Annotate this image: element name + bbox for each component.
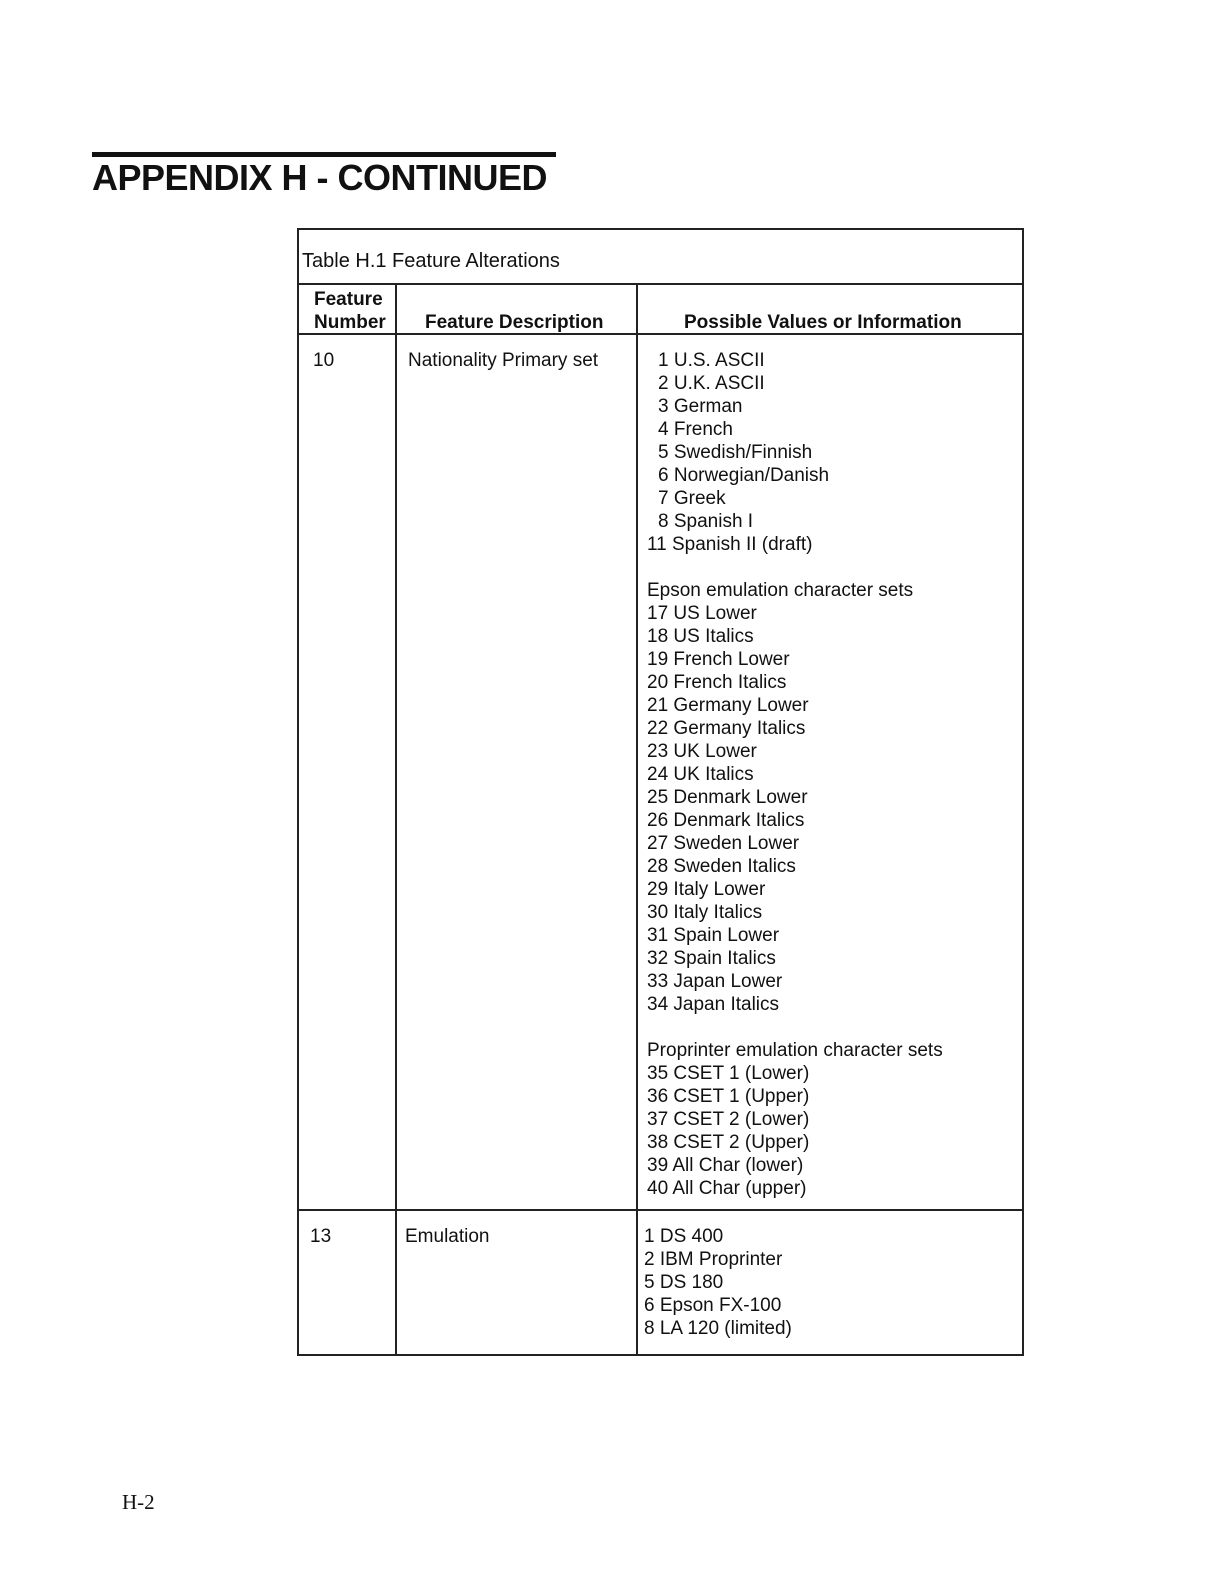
list-item: 28 Sweden Italics: [647, 856, 796, 877]
list-item: 17 US Lower: [647, 603, 757, 624]
list-item: 20 French Italics: [647, 672, 787, 693]
list-item: 40 All Char (upper): [647, 1178, 807, 1199]
header-feature-label: Feature: [314, 289, 383, 310]
caption-divider: [299, 283, 1022, 285]
list-item: 6 Epson FX-100: [644, 1295, 782, 1316]
list-item: 25 Denmark Lower: [647, 787, 808, 808]
list-item: 7 Greek: [658, 488, 726, 509]
list-item: 32 Spain Italics: [647, 948, 776, 969]
list-item: 37 CSET 2 (Lower): [647, 1109, 810, 1130]
list-item: 2 IBM Proprinter: [644, 1249, 783, 1270]
list-item: 22 Germany Italics: [647, 718, 806, 739]
list-item: 30 Italy Italics: [647, 902, 763, 923]
column-divider-1: [395, 285, 397, 1354]
table-caption: Table H.1 Feature Alterations: [302, 250, 560, 272]
list-item: 33 Japan Lower: [647, 971, 783, 992]
list-item: 6 Norwegian/Danish: [658, 465, 830, 486]
list-item: 24 UK Italics: [647, 764, 754, 785]
list-item: 19 French Lower: [647, 649, 790, 670]
page-heading: APPENDIX H - CONTINUED: [92, 157, 548, 198]
list-item: 39 All Char (lower): [647, 1155, 804, 1176]
list-item: 35 CSET 1 (Lower): [647, 1063, 810, 1084]
list-item: 31 Spain Lower: [647, 925, 780, 946]
list-item: 4 French: [658, 419, 733, 440]
list-item: 23 UK Lower: [647, 741, 757, 762]
row-13-description: Emulation: [405, 1226, 490, 1247]
list-item: 26 Denmark Italics: [647, 810, 805, 831]
list-item: 5 DS 180: [644, 1272, 724, 1293]
header-possible-values: Possible Values or Information: [684, 312, 962, 333]
list-item: 1 U.S. ASCII: [658, 350, 765, 371]
list-item: 21 Germany Lower: [647, 695, 809, 716]
header-number-label: Number: [314, 312, 386, 333]
header-feature-number: [314, 288, 386, 334]
list-item: 34 Japan Italics: [647, 994, 780, 1015]
list-item: 8 Spanish I: [658, 511, 754, 532]
row-divider: [299, 1209, 1022, 1211]
row-10-number: 10: [313, 350, 335, 371]
list-item: 38 CSET 2 (Upper): [647, 1132, 810, 1153]
list-item: 3 German: [658, 396, 743, 417]
page-number: H-2: [122, 1490, 155, 1514]
list-item: 18 US Italics: [647, 626, 754, 647]
list-subheading: Epson emulation character sets: [647, 580, 914, 601]
row-10-description: Nationality Primary set: [408, 350, 599, 371]
list-item: 1 DS 400: [644, 1226, 724, 1247]
list-item: 8 LA 120 (limited): [644, 1318, 792, 1339]
list-item: 2 U.K. ASCII: [658, 373, 765, 394]
row-13-values: [644, 1225, 792, 1340]
row-10-values: [647, 349, 943, 1200]
list-item: 11 Spanish II (draft): [647, 534, 813, 555]
column-divider-2: [636, 285, 638, 1354]
header-feature-description: Feature Description: [425, 312, 604, 333]
list-item: 5 Swedish/Finnish: [658, 442, 813, 463]
list-item: 27 Sweden Lower: [647, 833, 800, 854]
list-subheading: Proprinter emulation character sets: [647, 1040, 943, 1061]
list-item: 29 Italy Lower: [647, 879, 766, 900]
row-13-number: 13: [310, 1226, 332, 1247]
list-item: 36 CSET 1 (Upper): [647, 1086, 810, 1107]
